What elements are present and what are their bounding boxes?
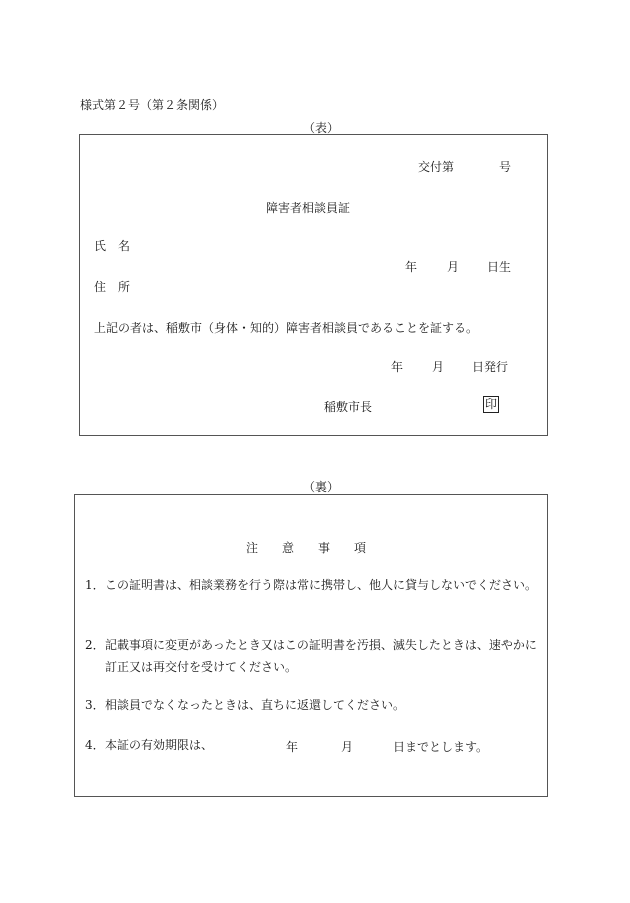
note-item-1 [85, 574, 541, 596]
issue-day-label: 日発行 [472, 360, 509, 374]
note-text: 相談員でなくなったときは、直ちに返還してください。 [105, 698, 406, 712]
issue-year-label: 年 [391, 360, 404, 374]
note-text: 記載事項に変更があったとき又はこの証明書を汚損、滅失したときは、速やかに訂正又は再交付を受けてください。 [105, 638, 537, 674]
expiry-month-label: 月 [341, 740, 354, 754]
card-back [74, 494, 548, 797]
note-number: 4． [85, 738, 105, 752]
note-number: 2． [85, 638, 105, 652]
address-label: 住 所 [94, 280, 131, 294]
birth-year-label: 年 [405, 260, 418, 274]
back-side-label: （裏） [303, 480, 340, 494]
front-side-label: （表） [303, 121, 340, 135]
card-title: 障害者相談員証 [266, 201, 351, 215]
note-number: 3． [85, 698, 105, 712]
birth-day-label: 日生 [487, 260, 512, 274]
issue-number-label: 交付第 [418, 160, 455, 174]
notes-heading: 注 意 事 項 [246, 541, 367, 555]
birth-month-label: 月 [447, 260, 460, 274]
certification-text: 上記の者は、稲敷市（身体・知的）障害者相談員であることを証する。 [94, 321, 479, 335]
card-front [79, 134, 548, 436]
note-number: 1． [85, 578, 105, 592]
note-item-2 [85, 634, 541, 678]
note-text: この証明書は、相談業務を行う際は常に携帯し、他人に貸与しないでください。 [105, 578, 538, 592]
seal-mark: 印 [485, 397, 498, 411]
form-number-label: 様式第２号（第２条関係） [80, 98, 225, 112]
note-text: 本証の有効期限は、 [105, 738, 214, 752]
issue-number-suffix: 号 [499, 160, 512, 174]
name-label: 氏 名 [94, 239, 131, 253]
mayor-label: 稲敷市長 [324, 400, 373, 414]
expiry-year-label: 年 [286, 740, 299, 754]
note-item-3 [85, 694, 541, 716]
expiry-day-suffix: 日までとします。 [393, 740, 489, 754]
issue-month-label: 月 [432, 360, 445, 374]
